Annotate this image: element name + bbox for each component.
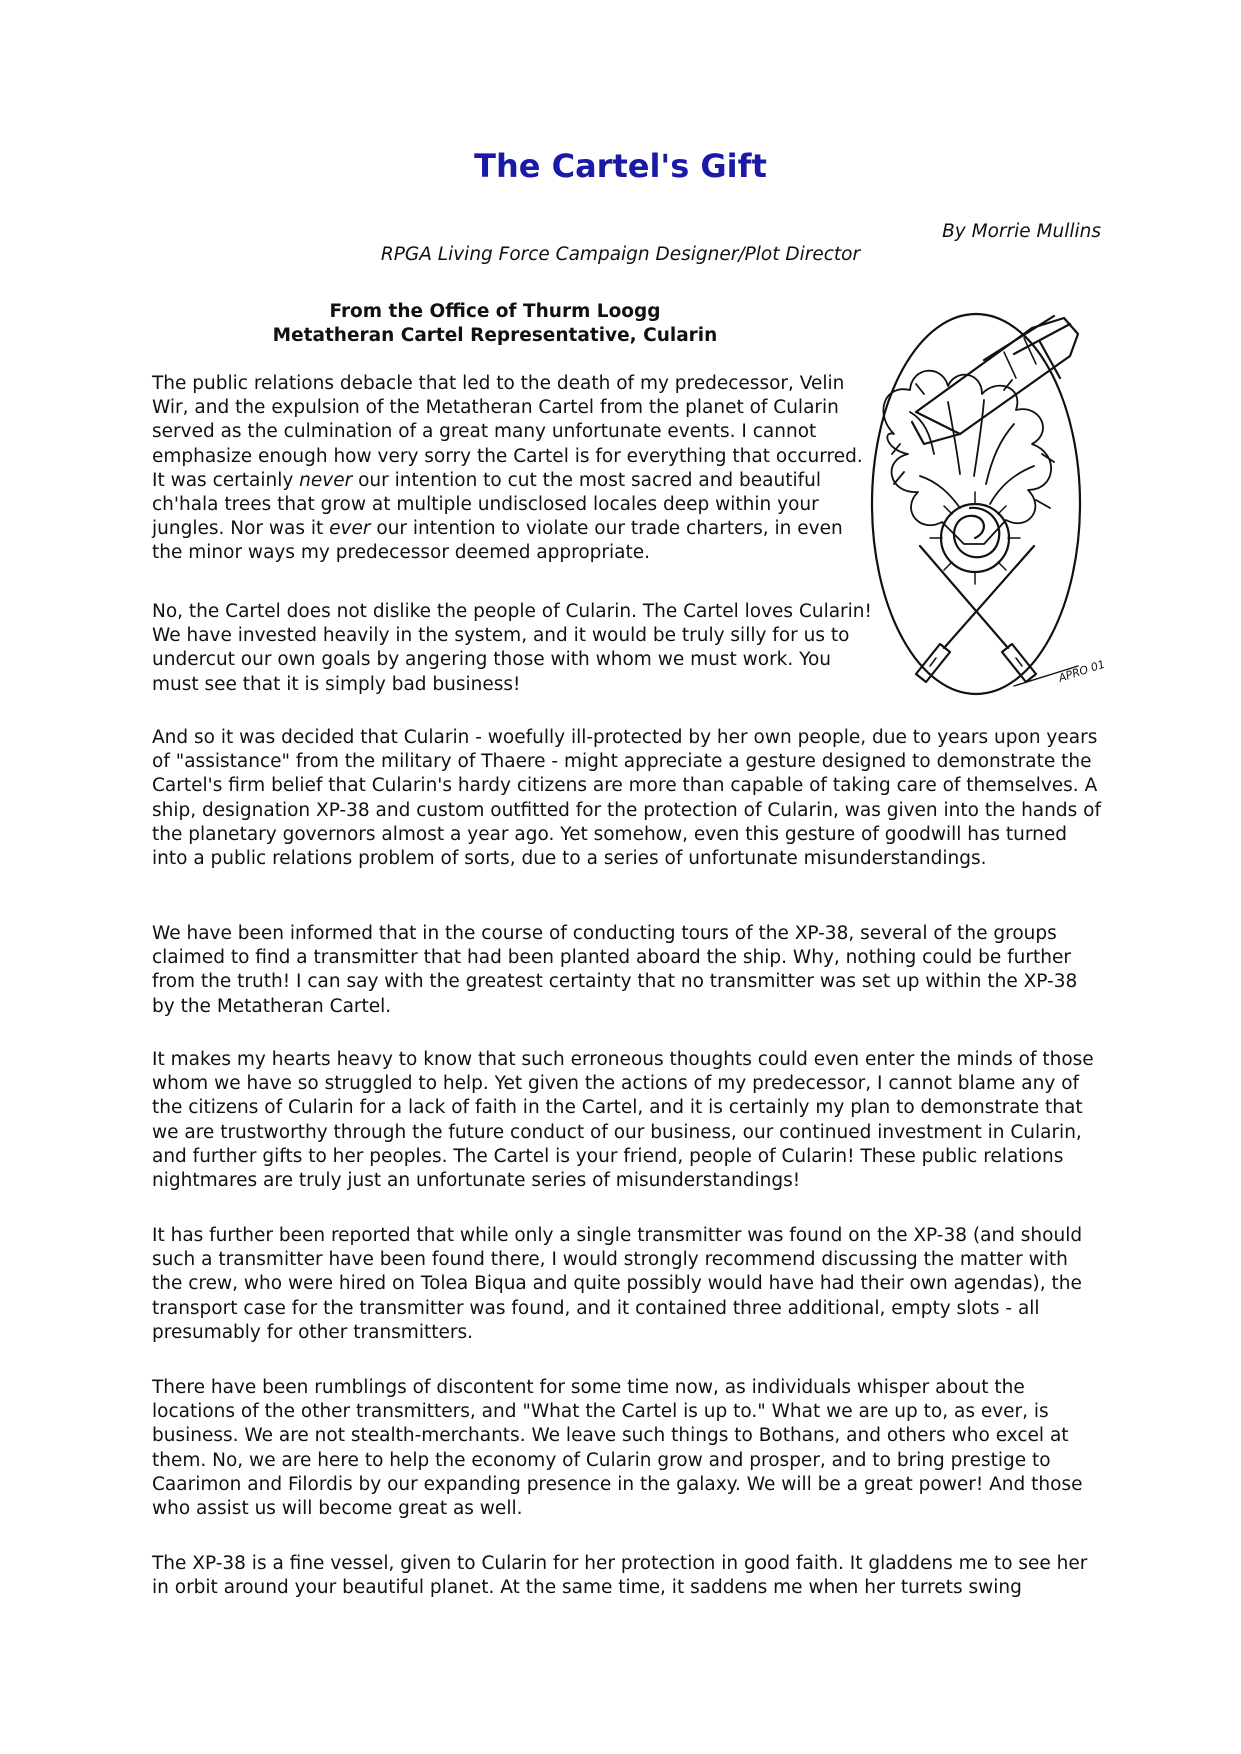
paragraph-1 [152, 372, 872, 566]
illustration-signature: APRO 01 [1056, 657, 1107, 685]
author-role-text: RPGA Living Force Campaign Designer/Plot Director [380, 244, 861, 265]
chhala-tree-foliage [883, 371, 1054, 544]
office-line-1: From the Office of Thurm Loogg [329, 301, 661, 322]
paragraph-7: There have been rumblings of discontent for some time now, as individuals whisper about the locations of the other transmitters, and "What the Cartel is up to." What we are up to, as ever, is business. We are not stealth-merchants. We leave such things to Bothans, and others who excel at them. No, we are here to help the economy of Cularin grow and prosper, and to bring prestige to Caarimon and Filordis by our expanding presence in the galaxy. We will be a great power! And those who assist us will become great as well. [152, 1377, 1083, 1520]
paragraph-1-emphasis-never: never [299, 469, 353, 491]
energy-swirl [930, 492, 1020, 584]
paragraph-1-part-c: our intention to violate our trade charters, in even the minor ways my predecessor deemed appropriate. [152, 518, 843, 564]
paragraph-8: The XP-38 is a fine vessel, given to Cularin for her protection in good faith. It gladdens me to see her in orbit around your beautiful planet. At the same time, it saddens me when her turrets swing [152, 1553, 1088, 1599]
author-byline: By Morrie Mullins [942, 221, 1101, 242]
paragraph-1-part-a: The public relations debacle that led to the death of my predecessor, Velin Wir, and the expulsion of the Metatheran Cartel from the planet of Cularin served as the culmination of a great many unfortunate events. I cannot emphasize enough how very sorry the Cartel is for everything that occurred. It was certainly [152, 373, 863, 491]
office-heading [250, 300, 740, 348]
crossed-lightsabers [916, 546, 1036, 682]
author-role [0, 244, 1241, 265]
paragraph-3: And so it was decided that Cularin - woefully ill-protected by her own people, due to years upon years of "assistance" from the military of Thaere - might appreciate a gesture designed to demonstrate the Cartel's firm belief that Cularin's hardy citizens are more than capable of taking care of themselves. A ship, designation XP-38 and custom outfitted for the protection of Cularin, was given into the hands of the planetary governors almost a year ago. Yet somehow, even this gesture of goodwill has turned into a public relations problem of sorts, due to a series of unfortunate misunderstandings. [152, 727, 1101, 870]
paragraph-1-emphasis-ever: ever [329, 518, 371, 540]
paragraph-5: It makes my hearts heavy to know that such erroneous thoughts could even enter the minds of those whom we have so struggled to help. Yet given the actions of my predecessor, I cannot blame any of the citizens of Cularin for a lack of faith in the Cartel, and it is certainly my plan to demonstrate that we are trustworthy through the future conduct of our business, our continued investment in Cularin, and further gifts to her peoples. The Cartel is your friend, people of Cularin! These public relations nightmares are truly just an unfortunate series of misunderstandings! [152, 1049, 1094, 1192]
paragraph-2: No, the Cartel does not dislike the people of Cularin. The Cartel loves Cularin! We have invested heavily in the system, and it would be truly silly for us to undercut our own goals by angering those with whom we must work. You must see that it is simply bad business! [152, 601, 872, 695]
office-line-2: Metatheran Cartel Representative, Cularin [272, 325, 718, 346]
page-title: The Cartel's Gift [474, 147, 767, 185]
paragraph-6: It has further been reported that while only a single transmitter was found on the XP-38 (and should such a transmitter have been found there, I would strongly recommend discussing the matter with the crew, who were hired on Tolea Biqua and quite possibly would have had their own agendas), the transport case for the transmitter was found, and it contained three additional, empty slots - all presumably for other transmitters. [152, 1225, 1083, 1343]
paragraph-1-part-b: our intention to cut the most sacred and beautiful ch'hala trees that grow at multiple undisclosed locales deep within your jungles. Nor was it [152, 469, 822, 540]
paragraph-4: We have been informed that in the course of conducting tours of the XP-38, several of the groups claimed to find a transmitter that had been planted aboard the ship. Why, nothing could be further from the truth! I can say with the greatest certainty that no transmitter was set up within the XP-38 by the Metatheran Cartel. [152, 923, 1078, 1017]
cartel-emblem-illustration [864, 294, 1107, 700]
